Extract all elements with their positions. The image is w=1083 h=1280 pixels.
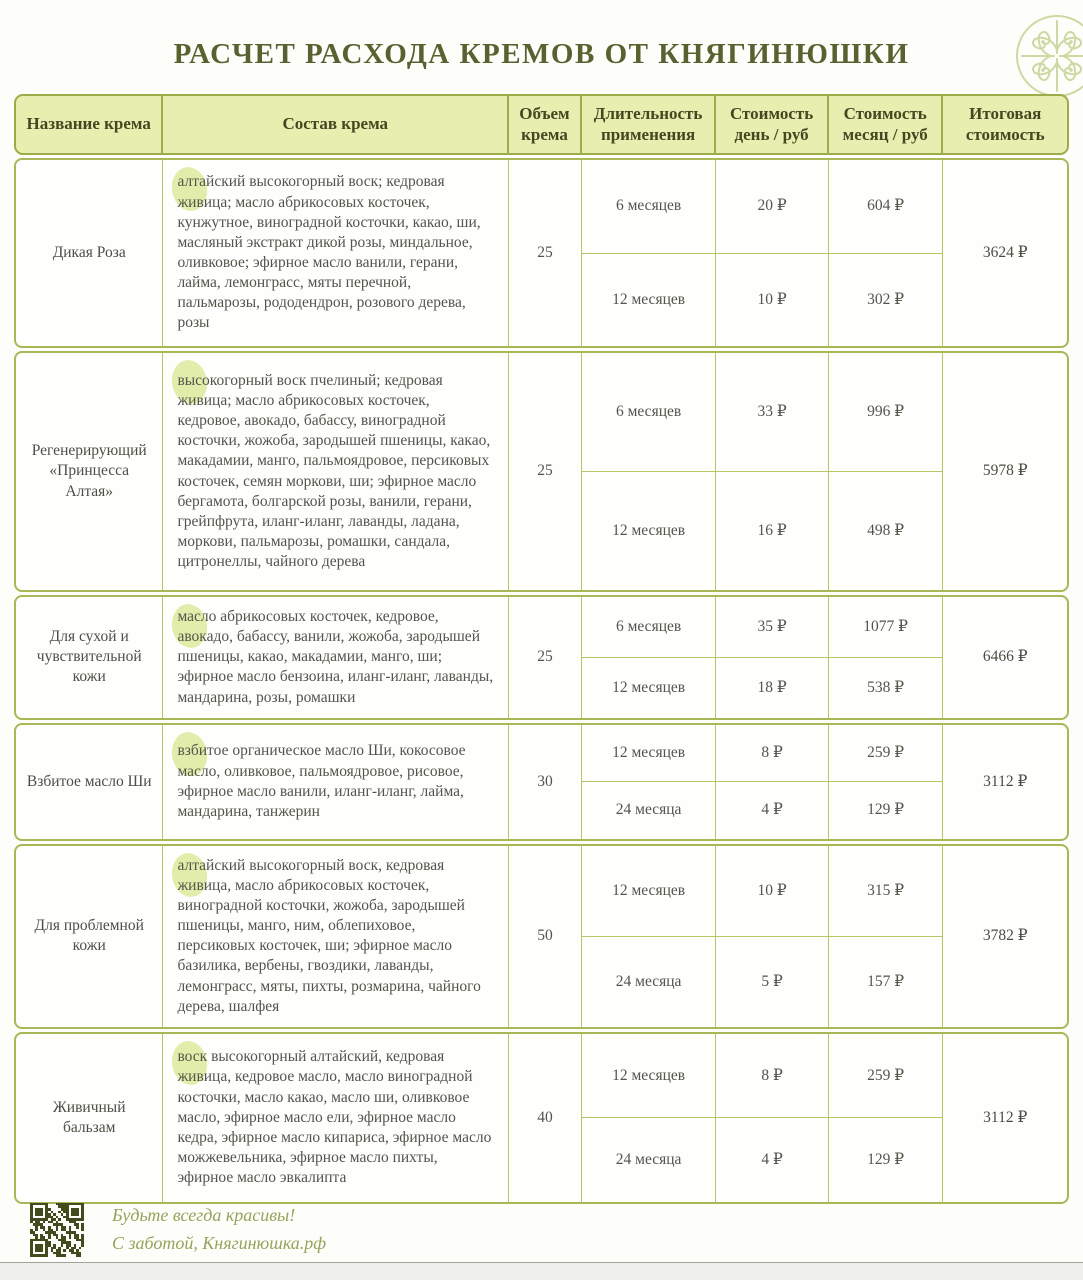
cream-volume: 50 xyxy=(509,846,582,1027)
footer-signature: С заботой, Княгинюшка.рф xyxy=(112,1232,327,1253)
table-row xyxy=(14,1032,1069,1204)
table-row xyxy=(14,844,1069,1029)
table-row xyxy=(14,723,1069,841)
table-row xyxy=(14,158,1069,348)
duration-cell: 6 месяцев xyxy=(582,597,715,658)
cream-composition xyxy=(163,353,509,590)
cost-month-cell: 315 ₽ xyxy=(829,846,943,937)
cream-name: Для сухой и чувствительной кожи xyxy=(16,597,163,718)
header-composition: Состав крема xyxy=(163,96,509,153)
cost-month-cell: 498 ₽ xyxy=(867,521,905,539)
total-cost: 6466 ₽ xyxy=(982,648,1028,666)
cost-day-cell: 8 ₽ xyxy=(716,725,828,783)
cost-day-cell: 33 ₽ xyxy=(716,353,828,472)
page-bottom-edge xyxy=(0,1262,1083,1280)
cream-name: Живичный бальзам xyxy=(16,1034,163,1202)
cost-day-cell: 16 ₽ xyxy=(757,521,787,539)
cost-day-column xyxy=(716,160,829,346)
cost-day-cell: 20 ₽ xyxy=(716,160,828,254)
cost-day-cell: 35 ₽ xyxy=(716,597,828,658)
cost-month-column xyxy=(829,353,944,590)
cream-volume: 40 xyxy=(509,1034,582,1202)
header-total: Итоговая стоимость xyxy=(965,104,1045,144)
footer xyxy=(30,1202,326,1258)
duration-column xyxy=(582,725,716,839)
composition-text: масло абрикосовых косточек, кедровое, авокадо, бабассу, ванили, жожоба, зародышей пшеницы, какао, макадамии, манго, ши; эфирное масло бензоина, иланг-иланг, лаванды, мандарина, розы, ромашки xyxy=(177,608,494,706)
cost-month-column xyxy=(829,160,944,346)
table-row xyxy=(14,351,1069,592)
table-header-row xyxy=(14,94,1069,155)
cream-name: Дикая Роза xyxy=(16,160,163,346)
cream-composition xyxy=(163,160,509,346)
composition-text: воск высокогорный алтайский, кедровая живица, кедровое масло, масло виноградной косточки, масло какао, масло ши, оливковое масло, эфирное масло ели, эфирное масло кедра, эфирное масло кипариса, эфирное масло можжевельника, эфирное масло пихты, эфирное масло эвкалипта xyxy=(177,1048,492,1187)
cost-month-cell: 996 ₽ xyxy=(829,353,943,472)
cost-month-cell: 129 ₽ xyxy=(867,1151,905,1168)
total-cost: 3782 ₽ xyxy=(982,927,1028,945)
cream-name: Регенерирующий «Принцесса Алтая» xyxy=(16,353,163,590)
cost-day-column xyxy=(716,353,829,590)
header-cream-name: Название крема xyxy=(16,96,163,153)
composition-text: алтайский высокогорный воск, кедровая живица, масло абрикосовых косточек, виноградной косточки, жожоба, зародышей пшеницы, манго, ним, облепиховое, персиковых косточек, ши; эфирное масло базилика, вербены, гвоздики, лаванды, лемонграсс, мяты, пихты, розмарина, чайного дерева, шалфея xyxy=(177,856,481,1015)
duration-cell: 6 месяцев xyxy=(582,160,715,254)
cost-month-cell: 302 ₽ xyxy=(867,290,905,308)
duration-column xyxy=(582,846,716,1027)
composition-text: взбитое органическое масло Ши, кокосовое масло, оливковое, пальмоядровое, рисовое, эфирное масло ванили, иланг-иланг, лайма, мандарина, танжерин xyxy=(177,742,466,820)
cost-month-cell: 1077 ₽ xyxy=(829,597,943,658)
duration-cell: 24 месяца xyxy=(615,972,682,990)
duration-cell: 12 месяцев xyxy=(582,1034,715,1119)
cream-volume: 25 xyxy=(509,160,582,346)
duration-cell: 12 месяцев xyxy=(582,846,715,937)
cream-volume: 30 xyxy=(509,725,582,839)
duration-column xyxy=(582,353,716,590)
total-cost: 5978 ₽ xyxy=(982,462,1028,480)
duration-cell: 6 месяцев xyxy=(582,353,715,472)
cost-day-cell: 10 ₽ xyxy=(757,290,787,308)
cream-volume: 25 xyxy=(509,353,582,590)
total-cost: 3112 ₽ xyxy=(983,772,1028,790)
duration-column xyxy=(582,597,716,718)
header-cost-month: Стоимость месяц / руб xyxy=(829,96,944,153)
brand-ornament-icon xyxy=(1013,10,1083,107)
cost-month-cell: 157 ₽ xyxy=(867,972,905,990)
cream-composition xyxy=(163,725,509,839)
duration-column xyxy=(582,1034,716,1202)
cost-month-column xyxy=(829,725,944,839)
cost-month-cell: 259 ₽ xyxy=(829,725,943,783)
cost-day-cell: 10 ₽ xyxy=(716,846,828,937)
cost-day-column xyxy=(716,725,829,839)
cost-day-column xyxy=(716,1034,829,1202)
cost-month-cell: 129 ₽ xyxy=(867,801,905,819)
cream-cost-table xyxy=(14,94,1069,1204)
cost-month-column xyxy=(829,1034,944,1202)
duration-cell: 12 месяцев xyxy=(612,678,686,696)
cost-day-column xyxy=(716,597,829,718)
cream-composition xyxy=(163,597,509,718)
cost-month-column xyxy=(829,597,944,718)
header-cost-day: Стоимость день / руб xyxy=(716,96,829,153)
footer-text xyxy=(112,1202,326,1258)
total-cost: 3624 ₽ xyxy=(982,243,1028,261)
duration-cell: 12 месяцев xyxy=(612,521,686,539)
cost-day-cell: 18 ₽ xyxy=(757,678,787,696)
cream-volume: 25 xyxy=(509,597,582,718)
qr-code xyxy=(30,1203,84,1257)
cream-name: Для проблемной кожи xyxy=(16,846,163,1027)
composition-text: высокогорный воск пчелиный; кедровая живица; масло абрикосовых косточек, кедровое, авокадо, бабассу, виноградной косточки, жожоба, зародышей пшеницы, какао, макадамии, манго, пальмоядровое, персиковых косточек, семян моркови, ши; эфирное масло бергамота, болгарской розы, ванили, герани, грейпфрута, иланг-иланг, лаванды, ладана, моркови, пальмарозы, ромашки, сандала, цитронеллы, чайного дерева xyxy=(177,371,491,571)
header-duration: Длительность применения xyxy=(582,96,716,153)
header-volume: Объем крема xyxy=(509,96,582,153)
cost-day-cell: 4 ₽ xyxy=(761,1151,783,1168)
duration-column xyxy=(582,160,716,346)
cost-day-column xyxy=(716,846,829,1027)
page-title: РАСЧЕТ РАСХОДА КРЕМОВ ОТ КНЯГИНЮШКИ xyxy=(173,38,910,70)
cream-name: Взбитое масло Ши xyxy=(16,725,163,839)
total-cost: 3112 ₽ xyxy=(983,1108,1028,1126)
cost-month-cell: 604 ₽ xyxy=(829,160,943,254)
cost-day-cell: 5 ₽ xyxy=(761,972,783,990)
duration-cell: 12 месяцев xyxy=(612,290,686,308)
composition-text: алтайский высокогорный воск; кедровая живица; масло абрикосовых косточек, кунжутное, виноградной косточки, какао, ши, масляный экстракт дикой розы, миндальное, оливковое; эфирное масло ванили, герани, лайма, лемонграсс, мяты перечной, пальмарозы, рододендрон, розового дерева, розы xyxy=(177,173,481,332)
cream-composition xyxy=(163,846,509,1027)
duration-cell: 24 месяца xyxy=(615,801,682,819)
cost-month-cell: 538 ₽ xyxy=(867,678,905,696)
cost-month-cell: 259 ₽ xyxy=(829,1034,943,1119)
duration-cell: 24 месяца xyxy=(615,1151,682,1168)
duration-cell: 12 месяцев xyxy=(582,725,715,783)
cost-day-cell: 8 ₽ xyxy=(716,1034,828,1119)
cost-month-column xyxy=(829,846,944,1027)
cream-composition xyxy=(163,1034,509,1202)
cost-day-cell: 4 ₽ xyxy=(761,801,783,819)
footer-slogan: Будьте всегда красивы! xyxy=(112,1205,296,1225)
table-row xyxy=(14,595,1069,720)
